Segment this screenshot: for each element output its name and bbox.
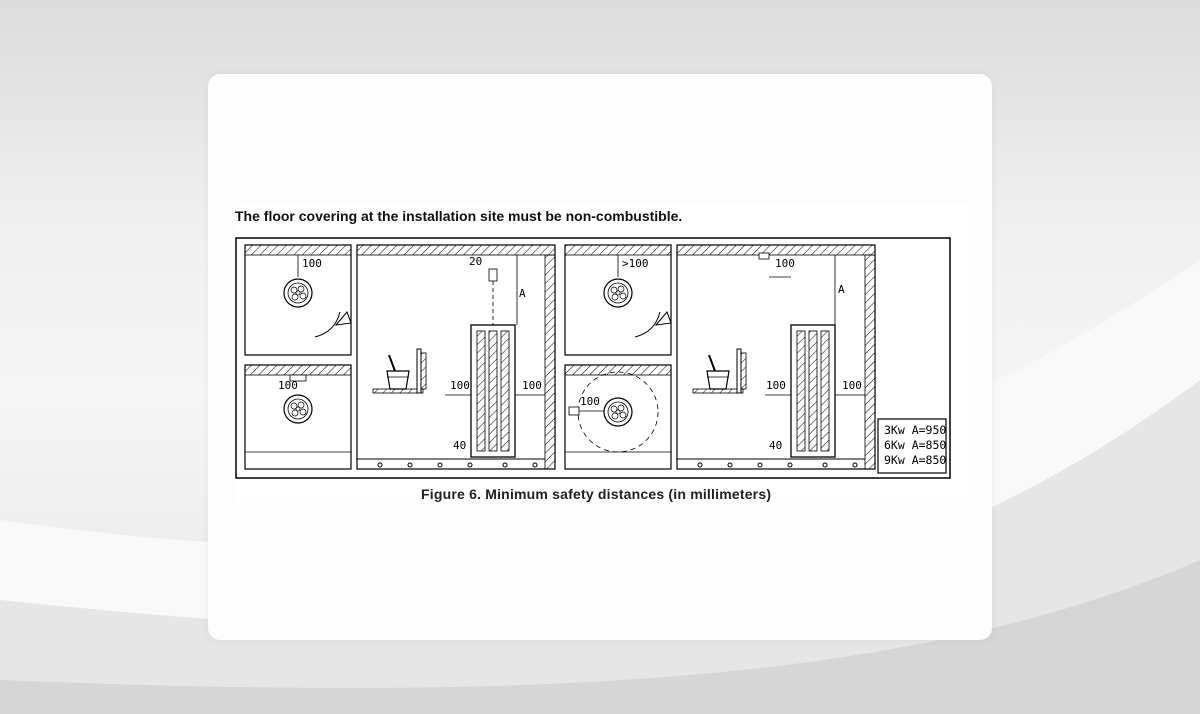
plan-view-corner — [245, 245, 351, 355]
dim-100-right-side: 100 — [522, 379, 542, 392]
heater-power-legend — [878, 419, 946, 473]
floor-covering-note: The floor covering at the installation site must be non-combustible. — [235, 208, 683, 224]
plan-view-clearance — [565, 365, 671, 469]
dim-40-right: 40 — [769, 439, 783, 452]
dim-100-right-left-side: 100 — [766, 379, 786, 392]
legend-9kw: 9Kw A=850 — [884, 453, 947, 467]
plan-view-corner-2 — [565, 245, 671, 355]
dim-100-top-right: 100 — [775, 257, 795, 270]
dim-gt100: >100 — [622, 257, 649, 270]
dim-a-left: A — [519, 287, 526, 300]
document-excerpt — [235, 204, 967, 502]
legend-6kw: 6Kw A=850 — [884, 438, 947, 452]
safety-distance-figure — [235, 237, 951, 481]
dim-20: 20 — [469, 255, 483, 268]
elevation-view-left — [357, 245, 555, 469]
dim-100-clearance: 100 — [580, 395, 600, 408]
elevation-view-right — [677, 245, 875, 469]
dim-40-left: 40 — [453, 439, 467, 452]
dim-a-right: A — [838, 283, 845, 296]
figure-caption: Figure 6. Minimum safety distances (in millimeters) — [421, 486, 772, 502]
dim-100-wall: 100 — [278, 379, 298, 392]
plan-view-wall — [245, 365, 351, 469]
legend-3kw: 3Kw A=950 — [884, 423, 947, 437]
dim-100-right-right-side: 100 — [842, 379, 862, 392]
dim-100-left-side: 100 — [450, 379, 470, 392]
dim-100-top: 100 — [302, 257, 322, 270]
